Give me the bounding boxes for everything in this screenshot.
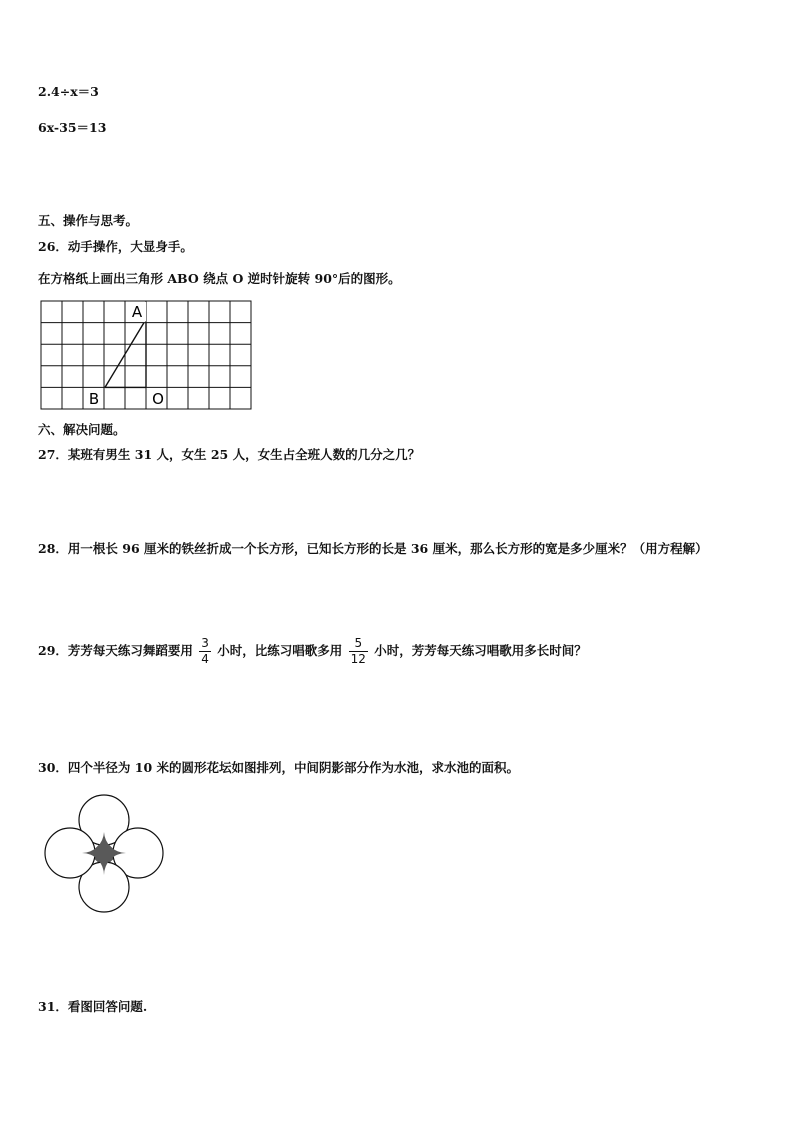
label-o: O: [152, 390, 164, 408]
question-31: 31．看图回答问题.: [38, 999, 148, 1014]
q29-part2: 小时，比练习唱歌多用: [217, 643, 343, 658]
fraction-denominator: 4: [201, 652, 209, 666]
q29-part3: 小时，芳芳每天练习唱歌用多长时间？: [374, 643, 587, 658]
fraction-5-12: [349, 636, 368, 667]
fraction-3-4: [199, 636, 211, 667]
equation-1: 2.4÷x＝3: [38, 84, 99, 99]
question-27: 27．某班有男生 31 人，女生 25 人，女生占全班人数的几分之几？: [38, 447, 421, 462]
rotation-grid-figure: [40, 300, 255, 412]
label-a: A: [131, 303, 143, 321]
question-26-text: 在方格纸上画出三角形 ABO 绕点 O 逆时针旋转 90°后的图形。: [38, 271, 401, 286]
question-29: [38, 636, 587, 667]
fraction-numerator: 3: [201, 636, 209, 650]
section-6-heading: 六、解决问题。: [38, 422, 126, 437]
question-28: 28．用一根长 96 厘米的铁丝折成一个长方形，已知长方形的长是 36 厘米，那么长方形的宽是多少厘米？（用方程解）: [38, 541, 708, 556]
fraction-numerator: 5: [349, 636, 368, 652]
question-30: 30．四个半径为 10 米的圆形花坛如图排列，中间阴影部分作为水池，求水池的面积。: [38, 760, 519, 775]
equation-2: 6x-35＝13: [38, 120, 107, 135]
four-circles-pond-figure: [40, 790, 170, 920]
fraction-denominator: 12: [350, 652, 366, 666]
question-26-title: 26．动手操作，大显身手。: [38, 239, 193, 254]
q29-part1: 29．芳芳每天练习舞蹈要用: [38, 643, 193, 658]
section-5-heading: 五、操作与思考。: [38, 213, 139, 228]
label-b: B: [88, 390, 100, 408]
